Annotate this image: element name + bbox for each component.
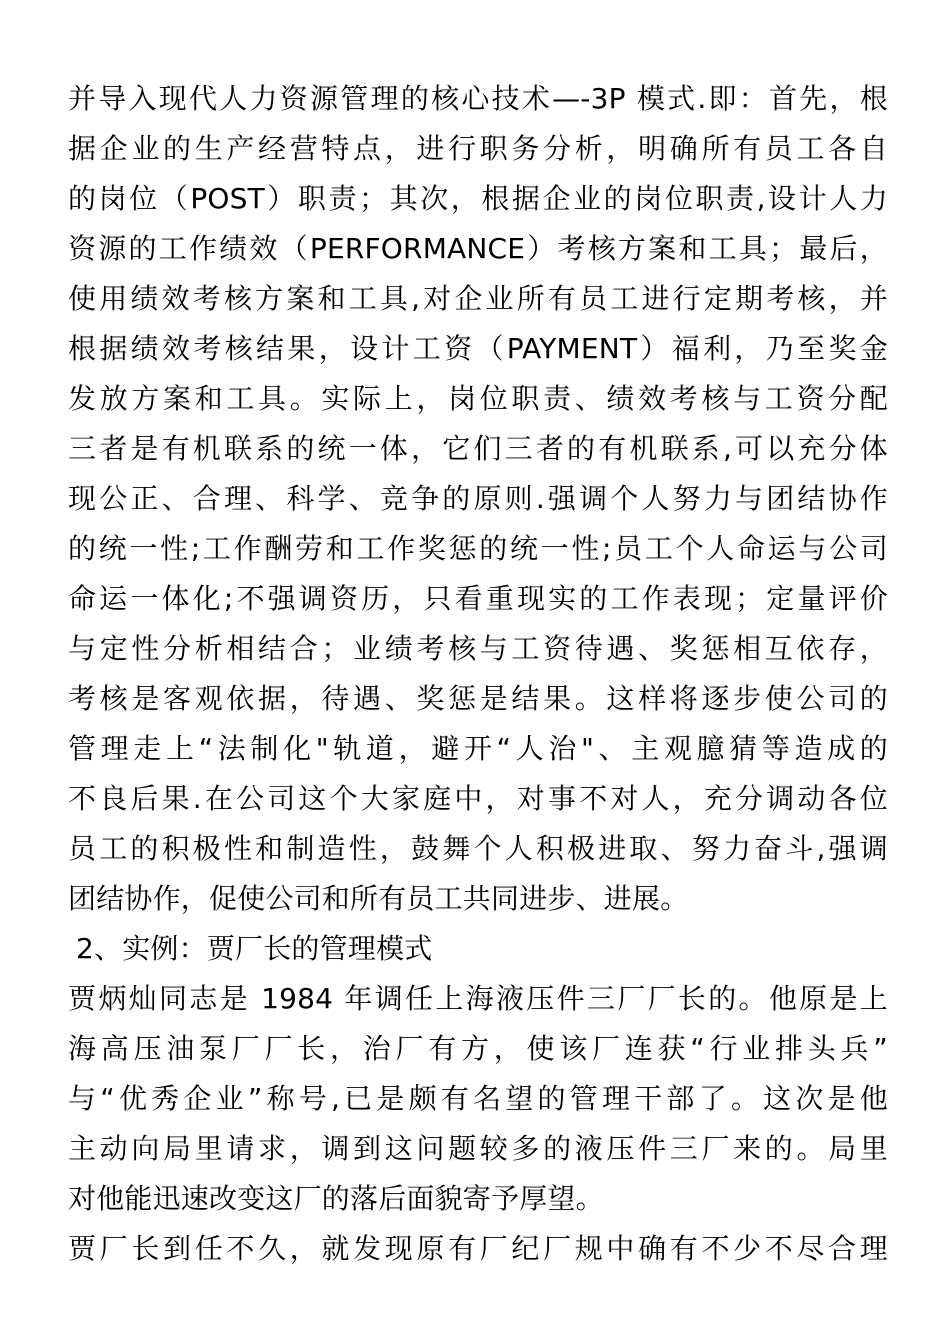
text-line: 员工的积极性和制造性，鼓舞个人积极进取、努力奋斗,强调 [68,832,888,865]
text-line: 海高压油泵厂厂长，治厂有方，使该厂连获“行业排头兵” [68,1032,888,1065]
text-line: 现公正、合理、科学、竞争的原则.强调个人努力与团结协作 [68,482,888,515]
document-body [68,74,888,1274]
text-line: 管理走上“法制化"轨道，避开“人治"、主观臆猜等造成的 [68,732,888,765]
text-line: 贾炳灿同志是 1984 年调任上海液压件三厂厂长的。他原是上 [68,982,888,1015]
paragraph-3p-model [68,74,888,924]
text-line: 的统一性;工作酬劳和工作奖惩的统一性;员工个人命运与公司 [68,532,888,565]
text-line: 对他能迅速改变这厂的落后面貌寄予厚望。 [68,1182,604,1215]
text-line: 与定性分析相结合；业绩考核与工资待遇、奖惩相互依存， [68,632,888,665]
text-line: 根据绩效考核结果，设计工资（PAYMENT）福利，乃至奖金 [68,332,888,365]
text-line: 贾厂长到任不久，就发现原有厂纪厂规中确有不少不尽合理 [68,1232,888,1265]
text-line: 不良后果.在公司这个大家庭中，对事不对人，充分调动各位 [68,782,888,815]
text-line: 团结协作，促使公司和所有员工共同进步、进展。 [68,882,689,915]
text-line: 据企业的生产经营特点，进行职务分析，明确所有员工各自 [68,132,888,165]
text-line: 三者是有机联系的统一体，它们三者的有机联系,可以充分体 [68,432,888,465]
text-line: 发放方案和工具。实际上，岗位职责、绩效考核与工资分配 [68,382,888,415]
text-line: 使用绩效考核方案和工具,对企业所有员工进行定期考核，并 [68,282,888,315]
section-heading: 2、实例：贾厂长的管理模式 [76,932,433,965]
text-line: 与“优秀企业”称号,已是颇有名望的管理干部了。这次是他 [68,1082,888,1115]
text-line: 考核是客观依据，待遇、奖惩是结果。这样将逐步使公司的 [68,682,888,715]
paragraph-jia-rules [68,1224,888,1274]
text-line: 命运一体化;不强调资历，只看重现实的工作表现；定量评价 [68,582,888,615]
text-line: 并导入现代人力资源管理的核心技术—-3P 模式.即：首先，根 [68,82,888,115]
paragraph-jia-intro [68,974,888,1224]
text-line: 主动向局里请求，调到这问题较多的液压件三厂来的。局里 [68,1132,888,1165]
text-line: 的岗位（POST）职责；其次，根据企业的岗位职责,设计人力 [68,182,888,215]
text-line: 资源的工作绩效（PERFORMANCE）考核方案和工具；最后， [68,232,888,265]
